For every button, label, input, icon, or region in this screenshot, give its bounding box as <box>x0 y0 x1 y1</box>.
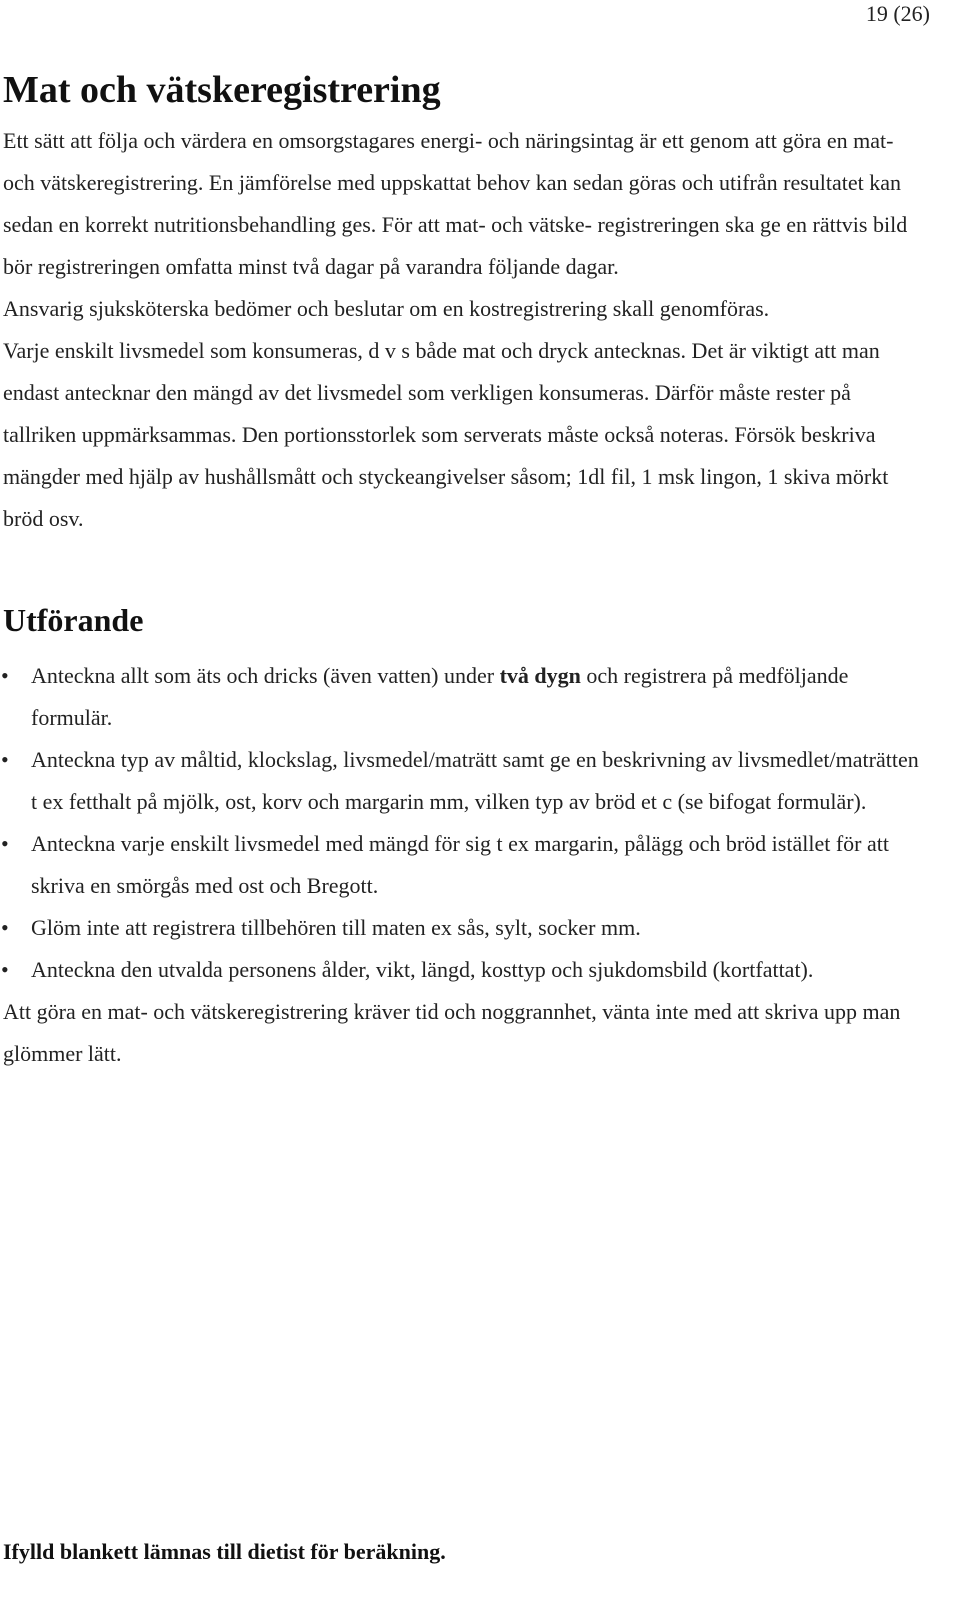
section-title: Utförande <box>3 602 144 638</box>
bullet-icon: • <box>1 663 9 688</box>
list-item <box>3 949 923 991</box>
recording-paragraph: Varje enskilt livsmedel som konsumeras, d v s både mat och dryck antecknas. Det är viktigt att man endast antecknar den mängd av det livsmedel som verkligen konsumeras. Därför måste rester på tallriken uppmärksammas. Den portionsstorlek som serverats måste också noteras. Försök beskriva mängder med hjälp av hushållsmått och styckeangivelser såsom; 1dl fil, 1 msk lingon, 1 skiva mörkt bröd osv. <box>3 338 889 531</box>
list-item-text: Anteckna varje enskilt livsmedel med mängd för sig t ex margarin, pålägg och bröd istället för att skriva en smörgås med ost och Bregott. <box>31 831 889 898</box>
bullet-icon: • <box>1 831 9 856</box>
bullet-icon: • <box>1 747 9 772</box>
responsibility-paragraph: Ansvarig sjuksköterska bedömer och beslutar om en kostregistrering skall genomföras. <box>3 296 770 321</box>
closing-paragraph: Att göra en mat- och vätskeregistrering kräver tid och noggrannhet, vänta inte med att skriva upp man glömmer lätt. <box>3 999 901 1066</box>
document-body <box>3 60 923 1075</box>
list-item <box>3 907 923 949</box>
list-item-text: Anteckna den utvalda personens ålder, vikt, längd, kosttyp och sjukdomsbild (kortfattat). <box>31 957 814 982</box>
bullet-icon: • <box>1 957 9 982</box>
list-item-text-after: och registrera på medföljande formulär. <box>31 663 849 730</box>
instruction-list <box>3 655 923 991</box>
list-item-text: Glöm inte att registrera tillbehören till maten ex sås, sylt, socker mm. <box>31 915 641 940</box>
list-item <box>3 655 923 739</box>
list-item-text-before: Anteckna allt som äts och dricks (även vatten) under <box>31 663 500 688</box>
footer-note: Ifylld blankett lämnas till dietist för beräkning. <box>3 1539 446 1564</box>
intro-paragraph: Ett sätt att följa och värdera en omsorgstagares energi- och näringsintag är ett genom att göra en mat- och vätskeregistrering. En jämförelse med uppskattat behov kan sedan göras och utifrån resultatet kan sedan en korrekt nutritionsbehandling ges. För att mat- och vätske- registreringen ska ge en rättvis bild bör registreringen omfatta minst två dagar på varandra följande dagar. <box>3 128 908 279</box>
bullet-icon: • <box>1 915 9 940</box>
page-title: Mat och vätskeregistrering <box>3 69 441 111</box>
list-item-text: Anteckna typ av måltid, klockslag, livsmedel/maträtt samt ge en beskrivning av livsmedlet/maträtten t ex fetthalt på mjölk, ost, korv och margarin mm, vilken typ av bröd et c (se bifogat formulär). <box>31 747 919 814</box>
list-item <box>3 739 923 823</box>
list-item-emphasis: två dygn <box>499 663 581 688</box>
page-number: 19 (26) <box>865 1 930 26</box>
list-item <box>3 823 923 907</box>
